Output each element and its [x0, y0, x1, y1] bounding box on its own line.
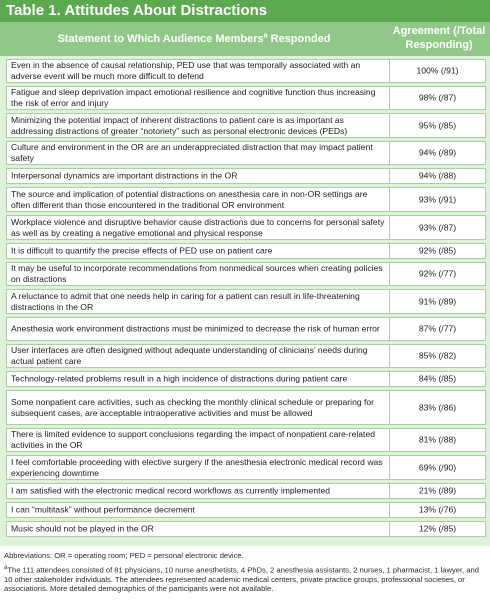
- row-statement: Music should not be played in the OR: [11, 523, 154, 534]
- row-statement: Some nonpatient care activities, such as checking the monthly clinical schedule or preparing for subsequent cases, are acceptable intraoperative activities and must be allowed: [11, 396, 375, 418]
- row-agreement: 69% (/90): [418, 462, 457, 472]
- row-agreement: 12% (/85): [418, 523, 457, 534]
- row-statement: User interfaces are often designed without adequate understanding of clinicians’ needs during actual patient care: [11, 345, 368, 366]
- row-agreement: 92% (/77): [418, 268, 457, 279]
- table-row: [6, 289, 486, 314]
- header-footnote-mark: a: [263, 32, 268, 40]
- row-statement: Culture and environment in the OR are an underappreciated distraction that may impact patient safety: [11, 142, 373, 163]
- row-agreement: 21% (/89): [418, 485, 457, 496]
- table-row: [6, 390, 486, 425]
- row-statement: Workplace violence and disruptive behavior cause distractions due to concerns for personal safety as well as by creating a negative emotional and physical response: [11, 216, 385, 238]
- row-agreement: 95% (/85): [418, 120, 457, 130]
- row-agreement: 93% (/87): [418, 222, 457, 232]
- table-row: [6, 168, 486, 184]
- row-agreement: 94% (/89): [418, 147, 457, 158]
- header-statement: [0, 22, 388, 56]
- footnote: [4, 564, 488, 594]
- row-agreement: 84% (/85): [418, 373, 457, 384]
- row-statement: I feel comfortable proceeding with elective surgery if the anesthesia electronic medical record was experiencing downtime: [11, 456, 383, 478]
- row-statement: A reluctance to admit that one needs help in caring for a patient can result in life-threatening distractions in the OR: [11, 290, 360, 312]
- row-agreement: 93% (/91): [418, 194, 457, 204]
- header-agreement: [388, 24, 490, 52]
- table-row: [6, 187, 486, 212]
- row-agreement: 13% (/76): [418, 504, 457, 515]
- table-notes: [4, 551, 488, 597]
- table-row: [6, 483, 486, 499]
- table-row: [6, 455, 486, 480]
- row-statement: Fatigue and sleep deprivation impact emotional resilience and cognitive function thus increasing the risk of error and injury: [11, 87, 376, 108]
- table-row: [6, 521, 486, 537]
- row-statement: Anesthesia work environment distractions must be minimized to decrease the risk of human error: [11, 323, 380, 334]
- table-row: [6, 243, 486, 259]
- row-agreement: 83% (/86): [418, 402, 457, 412]
- header-statement-text: Statement to Which Audience Members: [57, 33, 264, 45]
- header-agreement-line1: Agreement (/Total: [392, 25, 486, 37]
- table-row: [6, 86, 486, 110]
- row-statement: I can “multitask” without performance decrement: [11, 504, 195, 515]
- row-statement: It is difficult to quantify the precise effects of PED use on patient care: [11, 245, 273, 256]
- row-agreement: 85% (/82): [418, 350, 457, 361]
- table-row: [6, 428, 486, 452]
- header-agreement-line2: Responding): [405, 39, 473, 51]
- row-statement: Technology-related problems result in a high incidence of distractions during patient care: [11, 373, 348, 384]
- abbreviations-note: Abbreviations: OR = operating room; PED = personal electronic device.: [4, 551, 244, 560]
- row-agreement: 98% (/87): [418, 92, 457, 103]
- table-row: [6, 317, 486, 341]
- table-row: [6, 141, 486, 165]
- row-agreement: 100% (/91): [416, 65, 459, 76]
- footnote-mark: a: [4, 564, 8, 571]
- footnote-text: The 111 attendees consisted of 81 physicians, 10 nurse anesthetists, 4 PhDs, 2 anesthesia assistants, 2 nurses, 1 pharmacist, 1 lawyer, and 10 other stakeholder individuals. The attendees represented academic medical centers, private practice groups, professional societies, or associations. More detailed demographics of the participants were not available.: [4, 565, 479, 594]
- table-row: [6, 59, 486, 83]
- table-row: [6, 215, 486, 240]
- row-statement: It may be useful to incorporate recommendations from nonmedical sources when creating policies on distractions: [11, 263, 383, 284]
- row-statement: Interpersonal dynamics are important distractions in the OR: [11, 170, 238, 181]
- row-agreement: 92% (/85): [418, 245, 457, 256]
- row-statement: Even in the absence of causal relationship, PED use that was temporally associated with an adverse event will be much more difficult to defend: [11, 60, 361, 81]
- header-statement-end: Responded: [267, 33, 331, 45]
- row-statement: Minimizing the potential impact of inherent distractions to patient care is as important as addressing distractions of greater “notoriety” such as personal electronic devices (PEDs): [11, 114, 348, 136]
- row-agreement: 94% (/88): [418, 170, 457, 181]
- data-table: [0, 22, 490, 546]
- table-title: Table 1. Attitudes About Distractions: [0, 0, 490, 22]
- row-statement: I am satisfied with the electronic medical record workflows as currently implemented: [11, 485, 331, 496]
- row-statement: The source and implication of potential distractions on anesthesia care in non-OR settings are often different than those encountered in the traditional OR environment: [11, 188, 368, 210]
- table-row: [6, 262, 486, 286]
- table-row: [6, 371, 486, 387]
- table-header: [0, 22, 490, 56]
- row-statement: There is limited evidence to support conclusions regarding the impact of nonpatient care-related activities in the OR: [11, 429, 376, 450]
- row-agreement: 87% (/77): [418, 323, 457, 334]
- table-row: [6, 113, 486, 138]
- table-row: [6, 344, 486, 368]
- row-agreement: 91% (/89): [418, 296, 457, 306]
- table-row: [6, 502, 486, 518]
- row-agreement: 81% (/88): [418, 434, 457, 445]
